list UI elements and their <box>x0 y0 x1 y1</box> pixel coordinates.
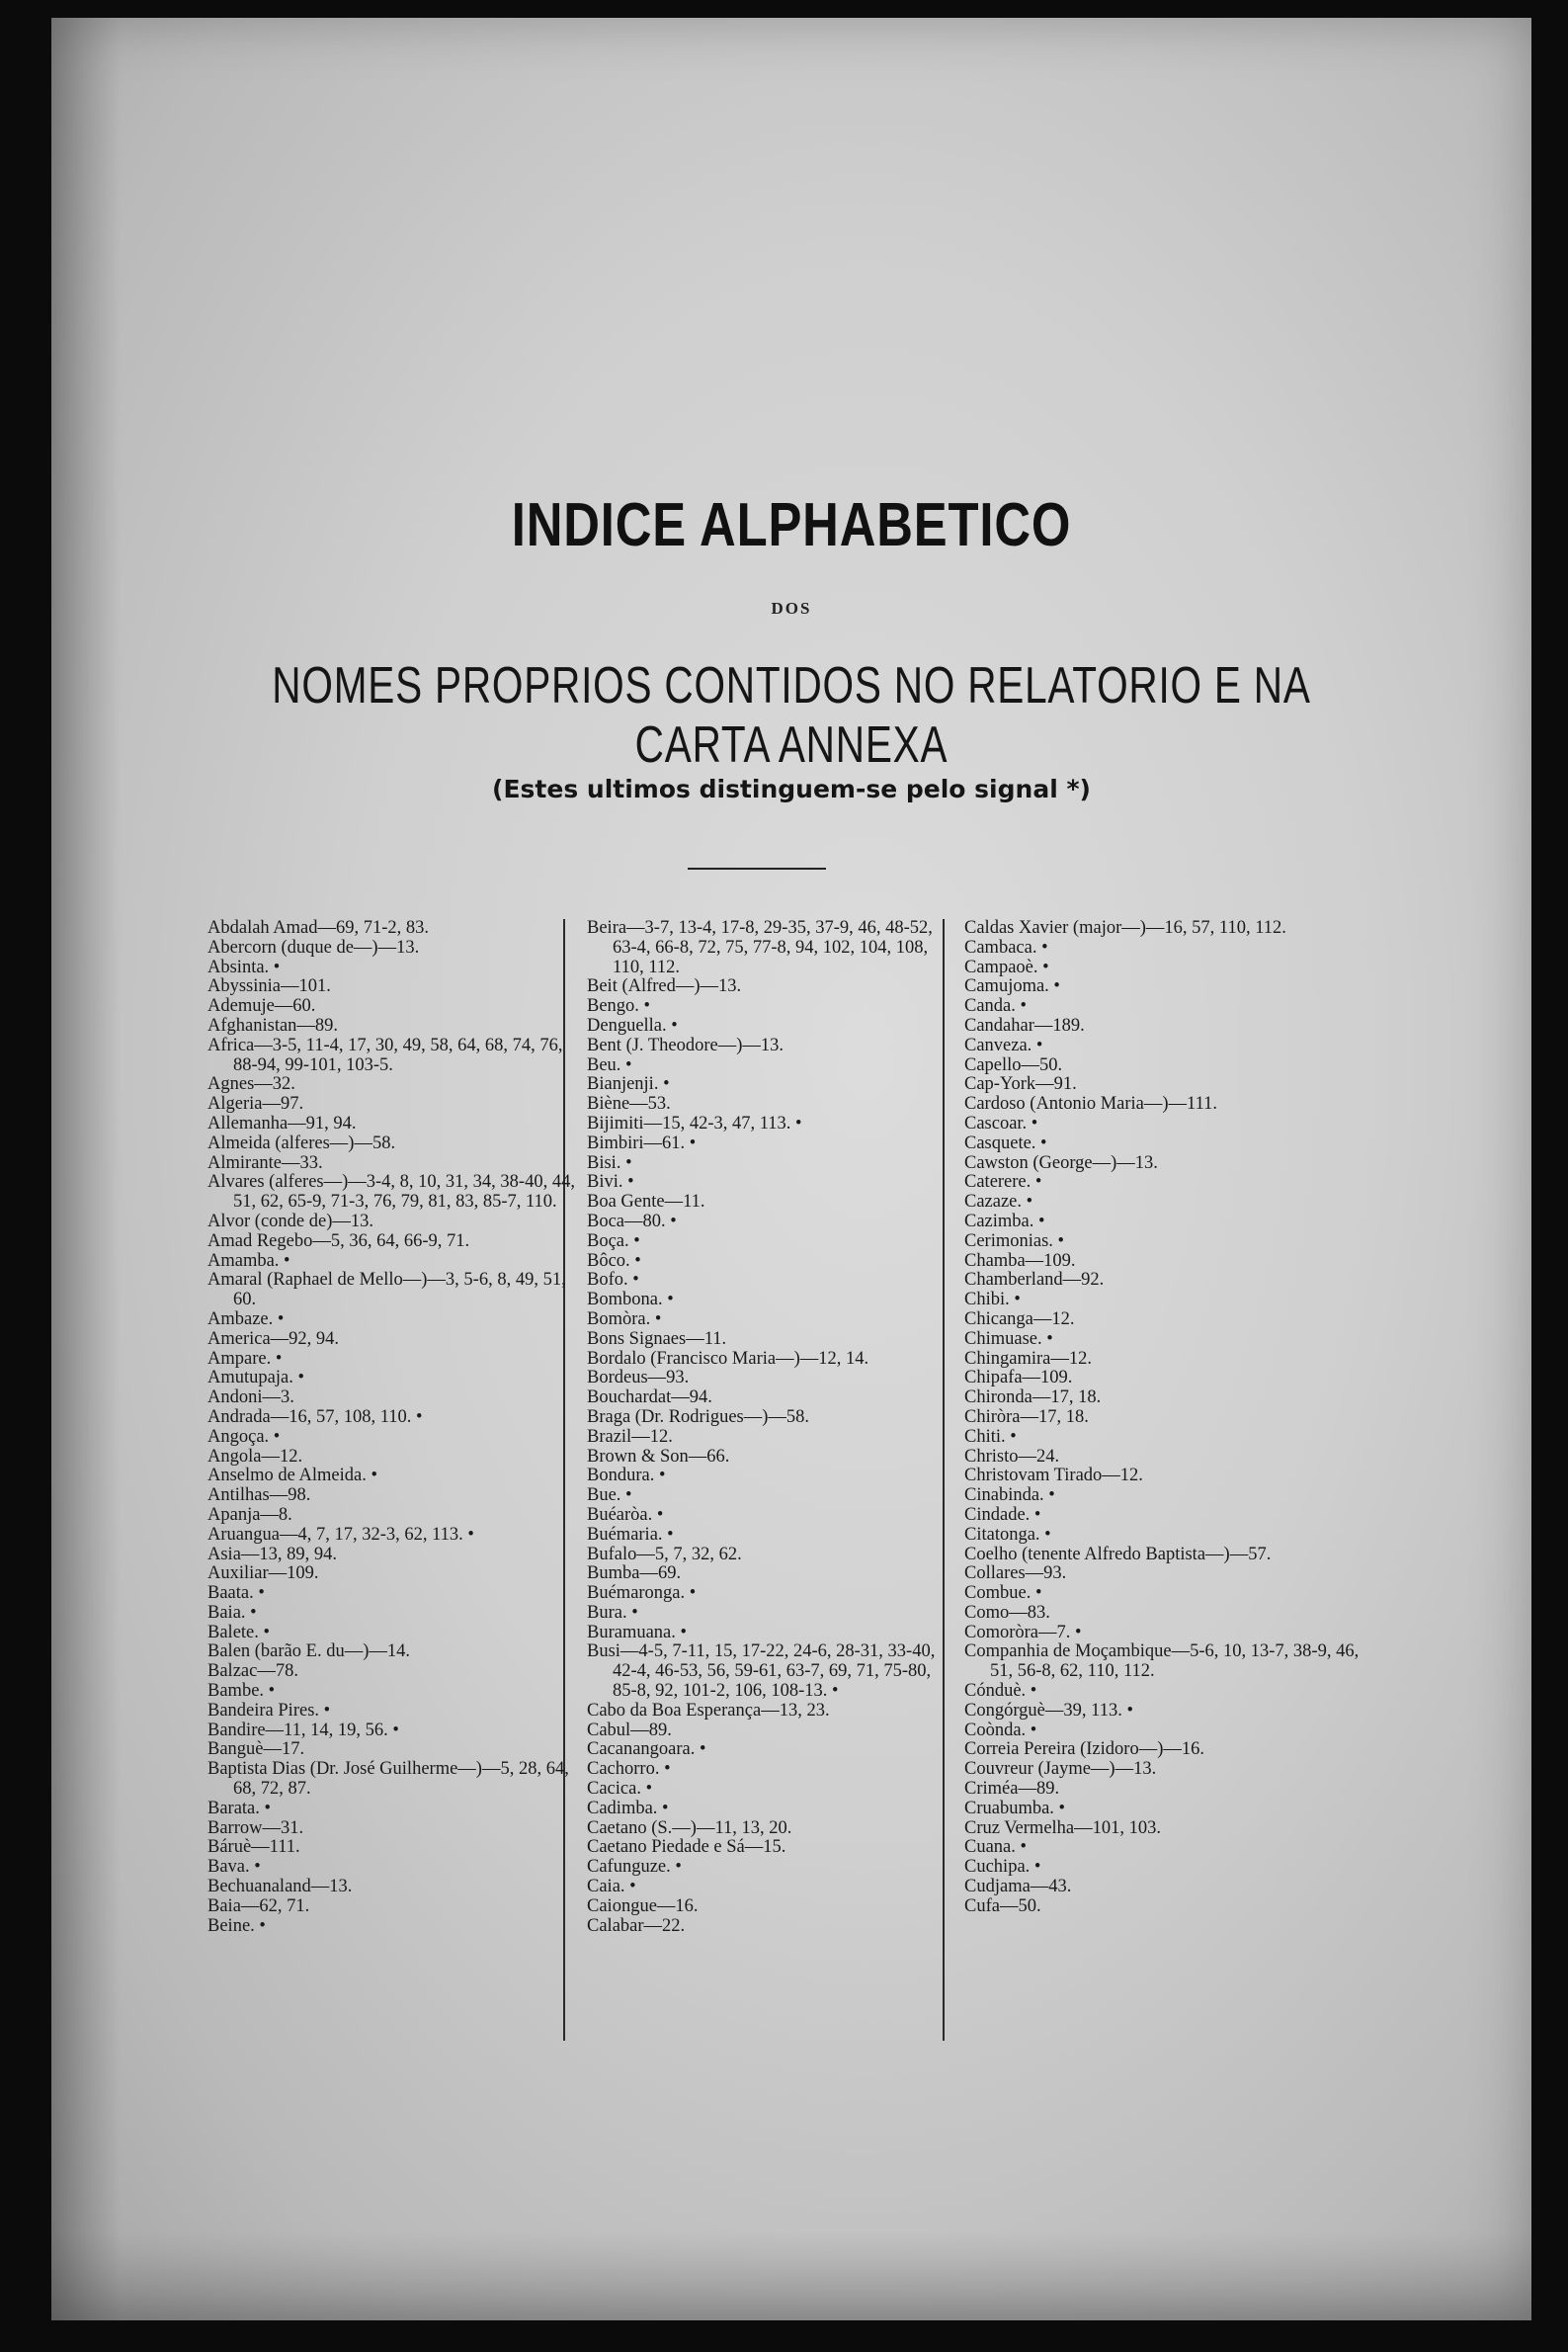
index-entry: Africa—3-5, 11-4, 17, 30, 49, 58, 64, 68, 74, 76, 88-94, 99-101, 103-5. <box>207 1035 563 1075</box>
index-entry: Chibi. • <box>964 1290 1021 1310</box>
index-entry: Cufa—50. <box>964 1895 1041 1916</box>
index-entry: Apanja—8. <box>207 1504 292 1525</box>
index-entry: Bimbiri—61. • <box>587 1133 697 1153</box>
index-entry: Alvares (alferes—)—3-4, 8, 10, 31, 34, 38-40, 44, 51, 62, 65-9, 71-3, 76, 79, 81, 83, 85-7, 110. <box>207 1172 575 1213</box>
index-entry: Baia. • <box>207 1602 257 1623</box>
page-subtitle: NOMES PROPRIOS CONTIDOS NO RELATORIO E NA CARTA ANNEXA <box>272 657 1311 774</box>
index-entry: Chiti. • <box>964 1426 1017 1447</box>
index-entry: Asia—13, 89, 94. <box>207 1544 338 1564</box>
index-entry: Busi—4-5, 7-11, 15, 17-22, 24-6, 28-31, 33-40, 42-4, 46-53, 56, 59-61, 63-7, 69, 71, 75-80, 85-8, 92, 101-2, 106, 108-13. • <box>587 1641 936 1702</box>
index-entry: Chiròra—17, 18. <box>964 1406 1089 1427</box>
index-entry: Báruè—111. <box>207 1837 300 1858</box>
index-entry: Andoni—3. <box>207 1387 294 1408</box>
index-entry: Bôco. • <box>587 1250 641 1271</box>
index-entry: Amamba. • <box>207 1250 290 1271</box>
index-column-3 <box>964 919 1360 1917</box>
index-entry: Afghanistan—89. <box>207 1015 339 1036</box>
index-entry: Beu. • <box>587 1054 632 1075</box>
index-entry: Abercorn (duque de—)—13. <box>207 937 420 958</box>
index-entry: Baptista Dias (Dr. José Guilherme—)—5, 28, 64, 68, 72, 87. <box>207 1759 569 1800</box>
index-entry: Cachorro. • <box>587 1759 671 1780</box>
index-entry: Casquete. • <box>964 1133 1047 1153</box>
index-entry: Buémaria. • <box>587 1524 674 1545</box>
index-entry: Collares—93. <box>964 1563 1067 1584</box>
index-entry: Bombona. • <box>587 1290 674 1310</box>
index-entry: Correia Pereira (Izidoro—)—16. <box>964 1739 1204 1760</box>
index-entry: Bisi. • <box>587 1152 632 1173</box>
index-entry: Angola—12. <box>207 1446 303 1467</box>
index-entry: Couvreur (Jayme—)—13. <box>964 1759 1157 1780</box>
index-entry: Buémaronga. • <box>587 1583 697 1604</box>
index-entry: Absinta. • <box>207 957 281 977</box>
index-entry: Cambaca. • <box>964 937 1048 958</box>
index-entry: Companhia de Moçambique—5-6, 10, 13-7, 38-9, 46, 51, 56-8, 62, 110, 112. <box>964 1641 1360 1682</box>
index-entry: Almirante—33. <box>207 1152 323 1173</box>
index-entry: Canveza. • <box>964 1035 1043 1055</box>
index-entry: Barrow—31. <box>207 1817 304 1838</box>
signal-note: (Estes ultimos distinguem-se pelo signal *) <box>492 775 1091 803</box>
index-entry: Beira—3-7, 13-4, 17-8, 29-35, 37-9, 46, 48-52, 63-4, 66-8, 72, 75, 77-8, 94, 102, 104, 108, 110, 112. <box>587 918 933 977</box>
index-entry: Chimuase. • <box>964 1328 1053 1349</box>
index-entry: Cónduè. • <box>964 1681 1037 1702</box>
index-entry: Cuchipa. • <box>964 1857 1041 1878</box>
index-entry: Amutupaja. • <box>207 1368 304 1388</box>
index-entry: Bordalo (Francisco Maria—)—12, 14. <box>587 1348 869 1369</box>
index-entry: Cap-York—91. <box>964 1074 1077 1095</box>
index-entry: Beit (Alfred—)—13. <box>587 976 742 997</box>
index-entry: Boa Gente—11. <box>587 1192 705 1213</box>
index-entry: Caterere. • <box>964 1172 1042 1193</box>
index-entry: Combue. • <box>964 1583 1042 1604</box>
page-title: INDICE ALPHABETICO <box>511 491 1072 559</box>
index-entry: Balzac—78. <box>207 1661 298 1682</box>
index-entry: Bofo. • <box>587 1270 639 1291</box>
index-entry: Candahar—189. <box>964 1015 1085 1036</box>
index-entry: Citatonga. • <box>964 1524 1051 1545</box>
index-entry: Brown & Son—66. <box>587 1446 730 1467</box>
index-entry: Cerimonias. • <box>964 1230 1065 1251</box>
index-column-2 <box>587 919 952 1936</box>
index-entry: Denguella. • <box>587 1015 678 1036</box>
index-entry: Balen (barão E. du—)—14. <box>207 1641 410 1662</box>
index-entry: Baia—62, 71. <box>207 1895 310 1916</box>
index-entry: Bufalo—5, 7, 32, 62. <box>587 1544 742 1564</box>
index-entry: Banguè—17. <box>207 1739 305 1760</box>
index-entry: Cinabinda. • <box>964 1485 1055 1506</box>
index-entry: Bandire—11, 14, 19, 56. • <box>207 1720 399 1740</box>
index-entry: Agnes—32. <box>207 1074 295 1095</box>
index-entry: Bijimiti—15, 42-3, 47, 113. • <box>587 1113 802 1134</box>
index-entry: Comoròra—7. • <box>964 1622 1082 1642</box>
index-entry: Boça. • <box>587 1230 640 1251</box>
index-entry: Cazimba. • <box>964 1211 1045 1231</box>
index-entry: Cabul—89. <box>587 1720 672 1740</box>
index-entry: Criméa—89. <box>964 1779 1060 1800</box>
index-entry: Bons Signaes—11. <box>587 1328 727 1349</box>
index-entry: Bura. • <box>587 1602 638 1623</box>
index-entry: Coònda. • <box>964 1720 1037 1740</box>
index-entry: Amaral (Raphael de Mello—)—3, 5-6, 8, 49, 51, 60. <box>207 1270 566 1310</box>
index-entry: Caetano Piedade e Sá—15. <box>587 1837 786 1858</box>
index-entry: Bordeus—93. <box>587 1368 690 1388</box>
index-entry: Bumba—69. <box>587 1563 682 1584</box>
index-entry: Cudjama—43. <box>964 1877 1072 1897</box>
index-entry: Cruabumba. • <box>964 1798 1066 1818</box>
index-entry: Abdalah Amad—69, 71-2, 83. <box>207 918 430 938</box>
index-entry: Ampare. • <box>207 1348 283 1369</box>
index-entry: Bambe. • <box>207 1681 276 1702</box>
scanned-page <box>51 18 1531 2320</box>
index-entry: Bouchardat—94. <box>587 1387 712 1408</box>
index-entry: Bechuanaland—13. <box>207 1877 353 1897</box>
index-entry: Algeria—97. <box>207 1094 304 1115</box>
index-entry: Aruangua—4, 7, 17, 32-3, 62, 113. • <box>207 1524 474 1545</box>
index-entry: Chironda—17, 18. <box>964 1387 1102 1408</box>
index-entry: Ambaze. • <box>207 1308 285 1329</box>
index-entry: Almeida (alferes—)—58. <box>207 1133 396 1153</box>
index-entry: Buramuana. • <box>587 1622 688 1642</box>
index-entry: Ademuje—60. <box>207 996 316 1017</box>
index-entry: Anselmo de Almeida. • <box>207 1466 377 1486</box>
index-entry: Bondura. • <box>587 1466 666 1486</box>
index-entry: Braga (Dr. Rodrigues—)—58. <box>587 1406 810 1427</box>
index-entry: Camujoma. • <box>964 976 1060 997</box>
index-entry: Bent (J. Theodore—)—13. <box>587 1035 784 1055</box>
index-entry: Cafunguze. • <box>587 1857 682 1878</box>
index-entry: Cacica. • <box>587 1779 653 1800</box>
index-entry: Boca—80. • <box>587 1211 677 1231</box>
index-entry: Chamberland—92. <box>964 1270 1105 1291</box>
index-entry: Campaoè. • <box>964 957 1049 977</box>
index-entry: Chingamira—12. <box>964 1348 1092 1369</box>
index-entry: Christovam Tirado—12. <box>964 1466 1143 1486</box>
index-entry: Chicanga—12. <box>964 1308 1075 1329</box>
index-entry: Capello—50. <box>964 1054 1063 1075</box>
index-entry: Bava. • <box>207 1857 261 1878</box>
index-entry: Auxiliar—109. <box>207 1563 319 1584</box>
index-entry: Bomòra. • <box>587 1308 662 1329</box>
index-entry: Caldas Xavier (major—)—16, 57, 110, 112. <box>964 918 1286 938</box>
index-entry: Biène—53. <box>587 1094 671 1115</box>
index-entry: Calabar—22. <box>587 1915 686 1936</box>
index-entry: Caiongue—16. <box>587 1895 699 1916</box>
index-entry: Como—83. <box>964 1602 1050 1623</box>
index-entry: Congórguè—39, 113. • <box>964 1700 1133 1721</box>
index-entry: Balete. • <box>207 1622 270 1642</box>
index-entry: Alvor (conde de)—13. <box>207 1211 373 1231</box>
index-entry: Cascoar. • <box>964 1113 1038 1134</box>
index-entry: Cadimba. • <box>587 1798 669 1818</box>
index-entry: Christo—24. <box>964 1446 1060 1467</box>
index-entry: Cindade. • <box>964 1504 1041 1525</box>
index-entry: Bianjenji. • <box>587 1074 670 1095</box>
index-entry: Abyssinia—101. <box>207 976 331 997</box>
index-entry: Cardoso (Antonio Maria—)—111. <box>964 1094 1218 1115</box>
index-entry: Coelho (tenente Alfredo Baptista—)—57. <box>964 1544 1272 1564</box>
index-entry: Bengo. • <box>587 996 651 1017</box>
index-entry: Baata. • <box>207 1583 265 1604</box>
index-entry: Cuana. • <box>964 1837 1027 1858</box>
index-entry: Beine. • <box>207 1915 266 1936</box>
index-entry: Buéaròa. • <box>587 1504 664 1525</box>
index-entry: Amad Regebo—5, 36, 64, 66-9, 71. <box>207 1230 470 1251</box>
index-entry: America—92, 94. <box>207 1328 340 1349</box>
title-rule <box>688 868 826 870</box>
index-entry: Bandeira Pires. • <box>207 1700 331 1721</box>
title-connector: DOS <box>771 599 812 618</box>
index-entry: Brazil—12. <box>587 1426 673 1447</box>
index-entry: Andrada—16, 57, 108, 110. • <box>207 1406 423 1427</box>
index-entry: Angoça. • <box>207 1426 281 1447</box>
index-entry: Caetano (S.—)—11, 13, 20. <box>587 1817 792 1838</box>
index-entry: Allemanha—91, 94. <box>207 1113 357 1134</box>
index-column-1 <box>207 919 583 1936</box>
index-entry: Chipafa—109. <box>964 1368 1073 1388</box>
index-entry: Bue. • <box>587 1485 632 1506</box>
index-entry: Cabo da Boa Esperança—13, 23. <box>587 1700 830 1721</box>
index-entry: Cazaze. • <box>964 1192 1033 1213</box>
index-entry: Bivi. • <box>587 1172 634 1193</box>
index-entry: Caia. • <box>587 1877 636 1897</box>
index-entry: Cruz Vermelha—101, 103. <box>964 1817 1162 1838</box>
index-entry: Cawston (George—)—13. <box>964 1152 1158 1173</box>
index-entry: Canda. • <box>964 996 1027 1017</box>
index-entry: Cacanangoara. • <box>587 1739 706 1760</box>
index-entry: Chamba—109. <box>964 1250 1076 1271</box>
index-entry: Barata. • <box>207 1798 272 1818</box>
index-entry: Antilhas—98. <box>207 1485 311 1506</box>
